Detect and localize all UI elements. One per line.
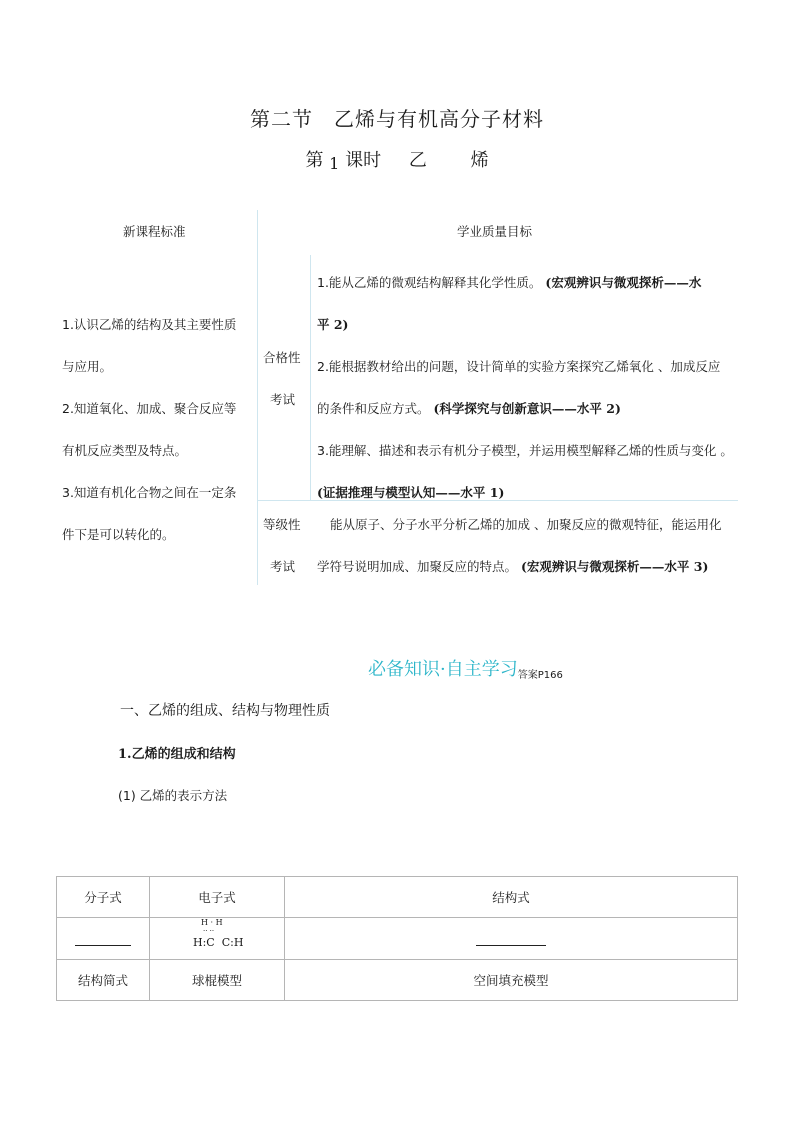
page-title: 第二节 乙烯与有机高分子材料: [250, 107, 544, 131]
structural-formula-blank: [285, 918, 738, 960]
subtitle-char-2: 烯: [470, 150, 489, 171]
standards-header: 新课程标准: [123, 224, 186, 239]
subtitle-prefix: 第: [305, 150, 324, 171]
lewis-main: H:C C:H: [193, 936, 244, 949]
lewis-structure: [187, 918, 247, 956]
subtitle-mid: 课时: [345, 150, 382, 171]
table-row: [57, 877, 738, 918]
table-row: [57, 918, 738, 960]
subsection-heading: 一、乙烯的组成、结构与物理性质: [120, 703, 330, 719]
table-row: [57, 960, 738, 1001]
lewis-dots: ·· ··: [203, 927, 215, 935]
section-heading-text: 必备知识·自主学习: [368, 659, 518, 680]
subtopic-heading: (1) 乙烯的表示方法: [118, 788, 228, 803]
pass-exam-label-1: 合格性: [263, 350, 301, 365]
fill-in-blank: [75, 933, 131, 946]
standard-line: 与应用。: [62, 359, 113, 374]
level-exam-label-2: 考试: [270, 559, 296, 574]
subtitle-char-1: 乙: [408, 150, 427, 171]
table-header-cell: 结构式: [285, 877, 738, 918]
goal-line: (证据推理与模型认知——水平 1): [317, 485, 505, 500]
pass-exam-label-2: 考试: [270, 392, 296, 407]
answer-reference: 答案P166: [517, 670, 563, 681]
goal-line: 的条件和反应方式。 (科学探究与创新意识——水平 2): [317, 401, 621, 416]
divider-col-1: [257, 210, 258, 585]
lesson-subtitle: [0, 146, 794, 173]
standard-line: 3.知道有机化合物之间在一定条: [62, 485, 237, 500]
standards-list: [62, 304, 252, 556]
goal-line: 1.能从乙烯的微观结构解释其化学性质。 (宏观辨识与微观探析——水: [317, 275, 702, 290]
electron-formula-cell: [150, 918, 285, 960]
goal-line: 2.能根据教材给出的问题，设计简单的实验方案探究乙烯氧化 、加成反应: [317, 359, 721, 374]
goal-line: 3.能理解、描述和表示有机分子模型，并运用模型解释乙烯的性质与变化 。: [317, 443, 733, 458]
lewis-top: H · H: [201, 918, 223, 927]
section-heading: [368, 655, 563, 681]
table-header-cell: 分子式: [57, 877, 150, 918]
subtitle-number: 1: [329, 154, 340, 173]
standard-line: 1.认识乙烯的结构及其主要性质: [62, 317, 237, 332]
level-exam-label-1: 等级性: [263, 517, 301, 532]
standard-line: 2.知道氧化、加成、聚合反应等: [62, 401, 237, 416]
goals-header: 学业质量目标: [457, 224, 533, 239]
standard-line: 有机反应类型及特点。: [62, 443, 188, 458]
pass-goals: [317, 262, 737, 514]
divider-col-2: [310, 255, 311, 500]
table-cell: 结构简式: [57, 960, 150, 1001]
standard-line: 件下是可以转化的。: [62, 527, 175, 542]
level-goal-line-1: 能从原子、分子水平分析乙烯的加成 、加聚反应的微观特征，能运用化: [330, 517, 722, 532]
ethylene-representation-table: [56, 876, 738, 1001]
table-header-cell: 电子式: [150, 877, 285, 918]
molecular-formula-blank: [57, 918, 150, 960]
table-cell: 空间填充模型: [285, 960, 738, 1001]
table-cell: 球棍模型: [150, 960, 285, 1001]
topic-heading: 1.乙烯的组成和结构: [118, 747, 236, 762]
goal-line: 平 2): [317, 317, 349, 332]
fill-in-blank: [476, 933, 546, 946]
level-goal-line-2: 学符号说明加成、加聚反应的特点。 (宏观辨识与微观探析——水平 3): [317, 559, 709, 574]
